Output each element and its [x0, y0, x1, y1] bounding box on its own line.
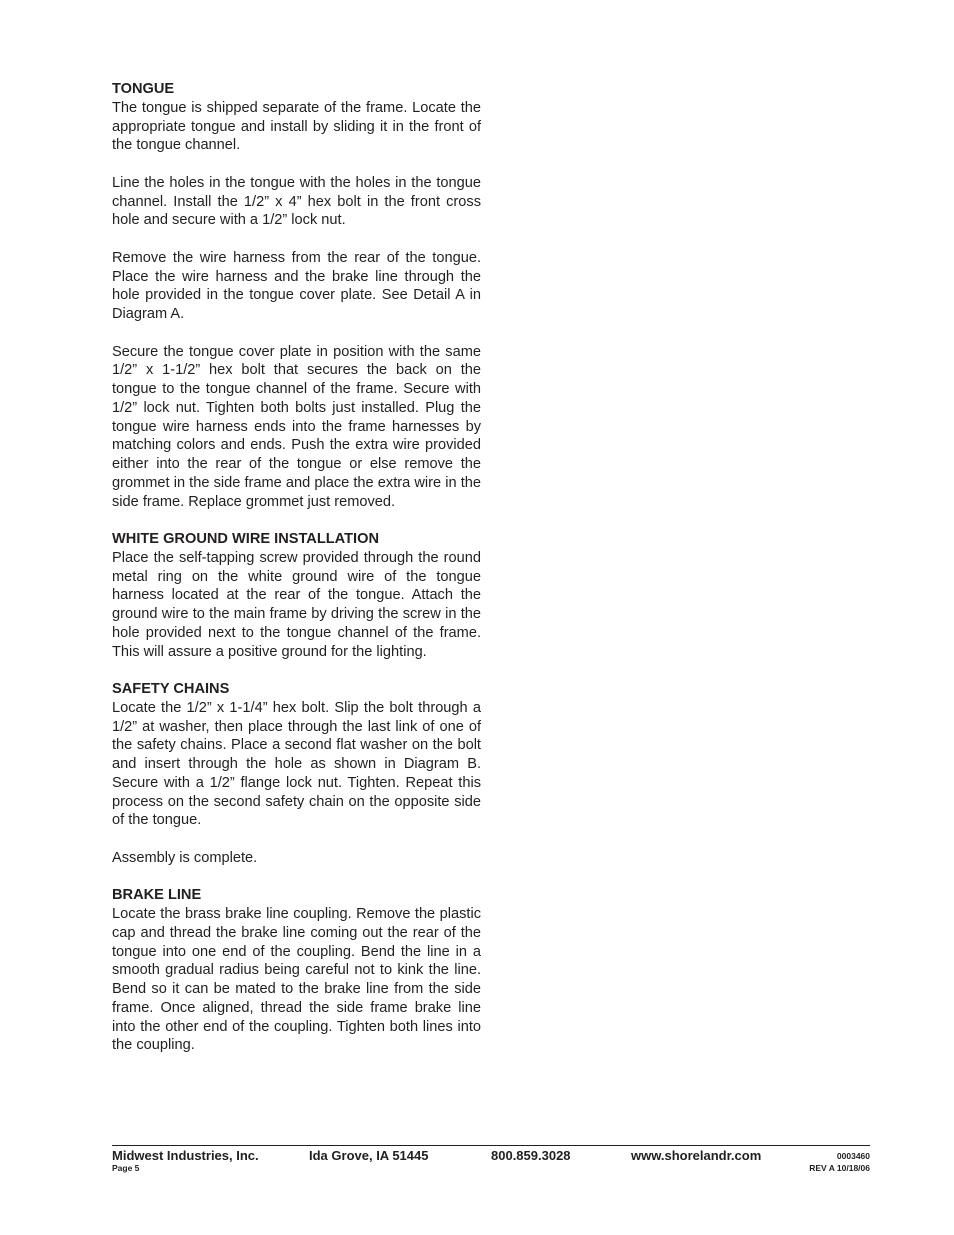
section-heading: SAFETY CHAINS [112, 681, 230, 697]
section-safety-chains [112, 680, 481, 868]
main-text-column [112, 80, 481, 1074]
paragraph: Place the self-tapping screw provided through the round metal ring on the white ground wire of the tongue harness located at the rear of the tongue. Attach the ground wire to the main frame by driving the screw in the hole provided next to the tongue channel of the frame. This will assure a positive ground for the lighting. [112, 549, 481, 660]
paragraph: Locate the 1/2” x 1-1/4” hex bolt. Slip the bolt through a 1/2” at washer, then place through the last link of one of the safety chains. Place a second flat washer on the bolt and insert through the hole as shown in Diagram B. Secure with a 1/2” flange lock nut. Tighten. Repeat this process on the second safety chain on the opposite side of the tongue. [112, 699, 481, 829]
paragraph: The tongue is shipped separate of the frame. Locate the appropriate tongue and install by sliding it in the front of the tongue channel. [112, 99, 481, 154]
paragraph: Remove the wire harness from the rear of the tongue. Place the wire harness and the brake line through the hole provided in the tongue cover plate. See Detail A in Diagram A. [112, 249, 481, 322]
section-heading: WHITE GROUND WIRE INSTALLATION [112, 531, 379, 547]
footer-phone: 800.859.3028 [491, 1148, 571, 1163]
paragraph: Secure the tongue cover plate in position with the same 1/2” x 1-1/2” hex bolt that secures the back on the tongue to the tongue channel of the frame. Secure with 1/2” lock nut. Tighten both bolts just installed. Plug the tongue wire harness ends into the frame harnesses by matching colors and ends. Push the extra wire provided either into the rear of the tongue or else remove the grommet in the side frame and place the extra wire in the side frame. Replace grommet just removed. [112, 343, 481, 510]
paragraph: Line the holes in the tongue with the holes in the tongue channel. Install the 1/2” x 4” hex bolt in the front cross hole and secure with a 1/2” lock nut. [112, 174, 481, 229]
section-heading: BRAKE LINE [112, 887, 202, 904]
paragraph: Assembly is complete. [112, 849, 258, 866]
footer-page-number: Page 5 [112, 1163, 140, 1173]
footer-location: Ida Grove, IA 51445 [309, 1148, 429, 1163]
footer-revision: REV A 10/18/06 [809, 1163, 870, 1173]
section-brake-line [112, 886, 481, 1055]
paragraph: Locate the brass brake line coupling. Remove the plastic cap and thread the brake line coming out the rear of the tongue into one end of the coupling. Bend the line in a smooth gradual radius being careful not to kink the line. Bend so it can be mated to the brake line from the side frame. Once aligned, thread the side frame brake line into the other end of the coupling. Tighten both lines into the coupling. [112, 906, 481, 1054]
footer-doc-number: 0003460 [836, 1151, 870, 1161]
footer-divider [112, 1145, 870, 1146]
footer-website: www.shorelandr.com [631, 1148, 762, 1163]
section-tongue [112, 80, 481, 511]
section-white-ground-wire [112, 530, 481, 661]
section-heading: TONGUE [112, 81, 175, 97]
footer-company: Midwest Industries, Inc. [112, 1148, 259, 1163]
